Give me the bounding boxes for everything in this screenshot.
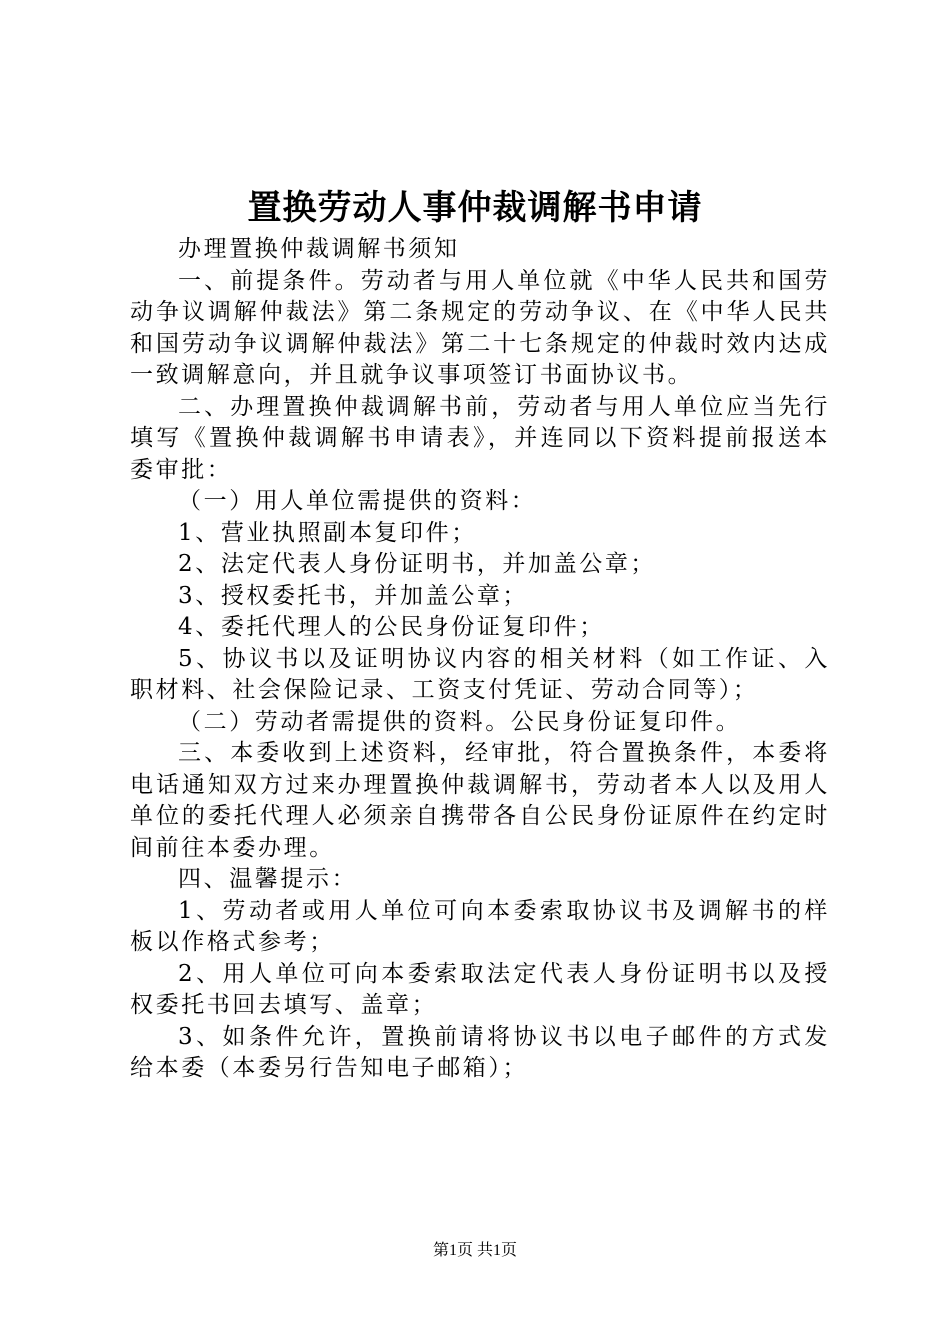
- paragraph-employer-materials-heading: （一）用人单位需提供的资料：: [178, 488, 537, 514]
- document-body: [130, 234, 830, 1085]
- list-item: 2、用人单位可向本委索取法定代表人身份证明书以及授权委托书回去填写、盖章；: [130, 960, 830, 1018]
- paragraph-notice-heading: 办理置换仲裁调解书须知: [178, 236, 460, 262]
- paragraph-section-4: 四、温馨提示：: [178, 866, 358, 892]
- list-item: 1、营业执照副本复印件；: [178, 519, 477, 546]
- page-title: 置换劳动人事仲裁调解书申请: [247, 188, 703, 228]
- list-item: 2、法定代表人身份证明书，并加盖公章；: [178, 551, 657, 577]
- list-item: 1、劳动者或用人单位可向本委索取协议书及调解书的样板以作格式参考；: [130, 897, 830, 955]
- page-footer: 第1页 共1页: [432, 1242, 517, 1259]
- list-item: 4、委托代理人的公民身份证复印件；: [178, 614, 605, 640]
- paragraph-section-2: 二、办理置换仲裁调解书前，劳动者与用人单位应当先行填写《置换仲裁调解书申请表》，并连同以下资料提前报送本委审批：: [130, 393, 830, 483]
- list-item: 5、协议书以及证明协议内容的相关材料（如工作证、入职材料、社会保险记录、工资支付凭证、劳动合同等）；: [130, 645, 830, 703]
- list-item: 3、如条件允许，置换前请将协议书以电子邮件的方式发给本委（本委另行告知电子邮箱）；: [130, 1023, 830, 1081]
- paragraph-worker-materials: （二）劳动者需提供的资料。公民身份证复印件。: [178, 708, 742, 735]
- list-item: 3、授权委托书，并加盖公章；: [178, 582, 529, 609]
- paragraph-section-3: 三、本委收到上述资料，经审批，符合置换条件，本委将电话通知双方过来办理置换仲裁调解书，劳动者本人以及用人单位的委托代理人必须亲自携带各自公民身份证原件在约定时间前往本委办理。: [130, 740, 830, 861]
- paragraph-section-1: 一、前提条件。劳动者与用人单位就《中华人民共和国劳动争议调解仲裁法》第二条规定的劳动争议、在《中华人民共和国劳动争议调解仲裁法》第二十七条规定的仲裁时效内达成一致调解意向，并且就争议事项签订书面协议书。: [130, 267, 830, 388]
